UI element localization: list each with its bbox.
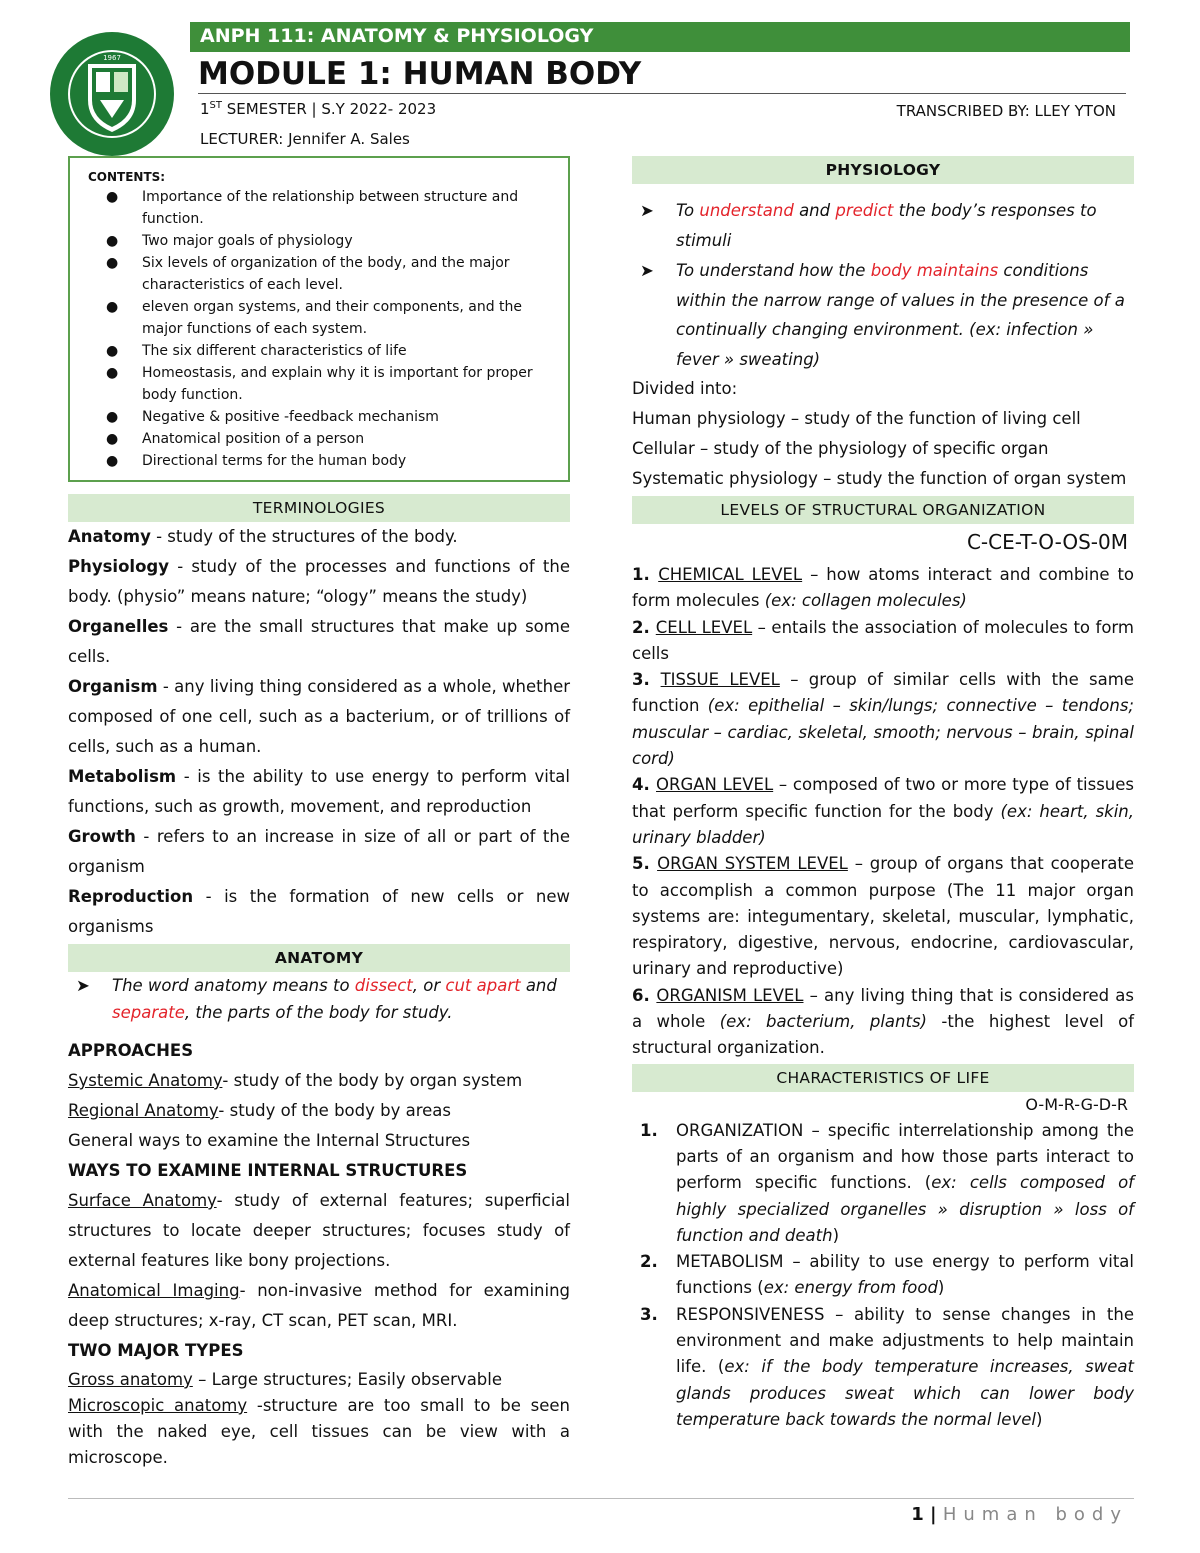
footer-title: Human body xyxy=(942,1504,1128,1525)
contents-item: ● Six levels of organization of the body, and the major characteristics of each level. xyxy=(88,252,554,296)
level-item: 1. CHEMICAL LEVEL – how atoms interact and combine to form molecules (ex: collagen molecules) xyxy=(632,565,1135,611)
contents-item: ● Anatomical position of a person xyxy=(88,428,554,450)
terminologies-list xyxy=(68,522,570,942)
physiology-type: Human physiology – study of the function of living cell xyxy=(632,409,1081,428)
ways-title: WAYS TO EXAMINE INTERNAL STRUCTURES xyxy=(68,1161,468,1180)
semester-info xyxy=(200,100,436,118)
surface-anatomy: Surface Anatomy- study of external features; superficial structures to locate deeper structures; focuses study of external features like bony projections. xyxy=(68,1191,571,1270)
semester-number: 1 xyxy=(200,100,210,118)
systemic-anatomy: Systemic Anatomy- study of the body by organ system xyxy=(68,1071,523,1090)
level-item: 5. ORGAN SYSTEM LEVEL – group of organs that cooperate to accomplish a common purpose (The 11 major organ systems are: integumentary, skeletal, muscular, lymphatic, respiratory, digestive, nervous, endocrine, cardiovascular, urinary and reproductive) xyxy=(632,854,1134,979)
anatomy-definition: ➤ The word anatomy means to dissect, or cut apart and separate, the parts of the body for study. xyxy=(68,972,570,1026)
characteristic-item: 1. ORGANIZATION – specific interrelationship among the parts of an organism and how those parts interact to perform specific functions. (ex: cells composed of highly specialized organelles » disruption » loss of function and death) xyxy=(640,1120,1134,1245)
bullet-icon: ● xyxy=(106,431,119,447)
contents-item: ● Importance of the relationship between structure and function. xyxy=(88,186,554,230)
arrow-bullet-icon: ➤ xyxy=(76,976,90,995)
bullet-icon: ● xyxy=(106,299,119,315)
footer-divider xyxy=(68,1498,1134,1499)
page-footer xyxy=(911,1504,1128,1525)
anatomy-heading: ANATOMY xyxy=(68,944,570,972)
physiology-goal-2: ➤ To understand how the body maintains conditions within the narrow range of values in the presence of a continually changing environment. (ex: infection » fever » sweating) xyxy=(632,256,1134,374)
term-entry: Organelles - are the small structures that make up some cells. xyxy=(68,617,570,666)
title-divider xyxy=(198,93,1126,94)
types-title: TWO MAJOR TYPES xyxy=(68,1341,244,1360)
level-item: 6. ORGANISM LEVEL – any living thing that is considered as a whole (ex: bacterium, plants) -the highest level of structural organization. xyxy=(632,985,1134,1058)
semester-suffix: ST xyxy=(209,100,223,111)
physiology-goal-1: ➤ To understand and predict the body’s responses to stimuli xyxy=(632,196,1134,256)
characteristics-list xyxy=(632,1118,1134,1434)
microscopic-anatomy: Microscopic anatomy -structure are too small to be seen with the naked eye, cell tissues can be view with a microscope. xyxy=(68,1396,570,1467)
school-year: SEMESTER | S.Y 2022- 2023 xyxy=(222,100,437,118)
anatomical-imaging: Anatomical Imaging- non-invasive method for examining deep structures; x-ray, CT scan, PET scan, MRI. xyxy=(68,1281,571,1330)
contents-item: ● eleven organ systems, and their components, and the major functions of each system. xyxy=(88,296,554,340)
contents-box xyxy=(68,156,570,482)
term-entry: Anatomy - study of the structures of the body. xyxy=(68,527,458,546)
divided-into: Divided into: xyxy=(632,379,738,398)
course-title-bar: ANPH 111: ANATOMY & PHYSIOLOGY xyxy=(190,22,1130,52)
bullet-icon: ● xyxy=(106,409,119,425)
bullet-icon: ● xyxy=(106,453,119,469)
contents-item: ● Homeostasis, and explain why it is important for proper body function. xyxy=(88,362,554,406)
module-title: MODULE 1: HUMAN BODY xyxy=(198,56,642,92)
bullet-icon: ● xyxy=(106,343,119,359)
characteristic-item: 3. RESPONSIVENESS – ability to sense changes in the environment and make adjustments to help maintain life. (ex: if the body temperature increases, sweat glands produces sweat which can lower body temperature back towards the normal level) xyxy=(640,1304,1134,1429)
lecturer-name: LECTURER: Jennifer A. Sales xyxy=(200,130,410,148)
levels-heading: LEVELS OF STRUCTURAL ORGANIZATION xyxy=(632,496,1134,524)
bullet-icon: ● xyxy=(106,189,119,205)
arrow-bullet-icon: ➤ xyxy=(640,261,654,280)
physiology-type: Systematic physiology – study the function of organ system xyxy=(632,469,1127,488)
characteristic-item: 2. METABOLISM – ability to use energy to perform vital functions (ex: energy from food) xyxy=(640,1252,1134,1298)
university-seal-logo xyxy=(48,30,176,158)
general-ways: General ways to examine the Internal Structures xyxy=(68,1131,471,1150)
level-item: 4. ORGAN LEVEL – composed of two or more type of tissues that perform specific function for the body (ex: heart, skin, urinary bladder) xyxy=(632,775,1135,847)
bullet-icon: ● xyxy=(106,255,119,271)
gross-anatomy: Gross anatomy – Large structures; Easily observable xyxy=(68,1370,503,1389)
left-column xyxy=(68,156,570,1471)
page-number: 1 xyxy=(911,1504,924,1525)
footer-separator: | xyxy=(923,1504,943,1525)
physiology-heading: PHYSIOLOGY xyxy=(632,156,1134,184)
term-entry: Metabolism - is the ability to use energy to perform vital functions, such as growth, movement, and reproduction xyxy=(68,767,570,816)
contents-list xyxy=(88,186,554,472)
contents-item: ● Directional terms for the human body xyxy=(88,450,554,472)
contents-heading: CONTENTS: xyxy=(88,170,166,184)
term-entry: Growth - refers to an increase in size of all or part of the organism xyxy=(68,827,570,876)
contents-item: ● Two major goals of physiology xyxy=(88,230,554,252)
level-item: 2. CELL LEVEL – entails the association of molecules to form cells xyxy=(632,617,1134,663)
terminologies-heading: TERMINOLOGIES xyxy=(68,494,570,522)
characteristics-mnemonic: O-M-R-G-D-R xyxy=(1025,1094,1128,1114)
term-entry: Organism - any living thing considered as a whole, whether composed of one cell, such as a bacterium, or of trillions of cells, such as a human. xyxy=(68,677,570,756)
level-item: 3. TISSUE LEVEL – group of similar cells with the same function (ex: epithelial – skin/lungs; connective – tendons; muscular – cardiac, skeletal, smooth; nervous – brain, spinal cord) xyxy=(632,670,1134,769)
right-column xyxy=(632,156,1134,1433)
term-entry: Physiology - study of the processes and functions of the body. (physio” means nature; “ology” means the study) xyxy=(68,557,570,606)
approaches-title: APPROACHES xyxy=(68,1041,194,1060)
characteristics-heading: CHARACTERISTICS OF LIFE xyxy=(632,1064,1134,1092)
regional-anatomy: Regional Anatomy- study of the body by areas xyxy=(68,1101,452,1120)
bullet-icon: ● xyxy=(106,233,119,249)
seal-year: 1967 xyxy=(103,54,121,62)
arrow-bullet-icon: ➤ xyxy=(640,201,654,220)
transcriber-credit: TRANSCRIBED BY: LLEY YTON xyxy=(896,102,1116,120)
term-entry: Reproduction - is the formation of new cells or new organisms xyxy=(68,887,570,936)
levels-list xyxy=(632,562,1134,1062)
bullet-icon: ● xyxy=(106,365,119,381)
physiology-type: Cellular – study of the physiology of specific organ xyxy=(632,439,1049,458)
contents-item: ● Negative & positive -feedback mechanism xyxy=(88,406,554,428)
levels-mnemonic: C-CE-T-O-OS-0M xyxy=(966,530,1128,554)
contents-item: ● The six different characteristics of life xyxy=(88,340,554,362)
